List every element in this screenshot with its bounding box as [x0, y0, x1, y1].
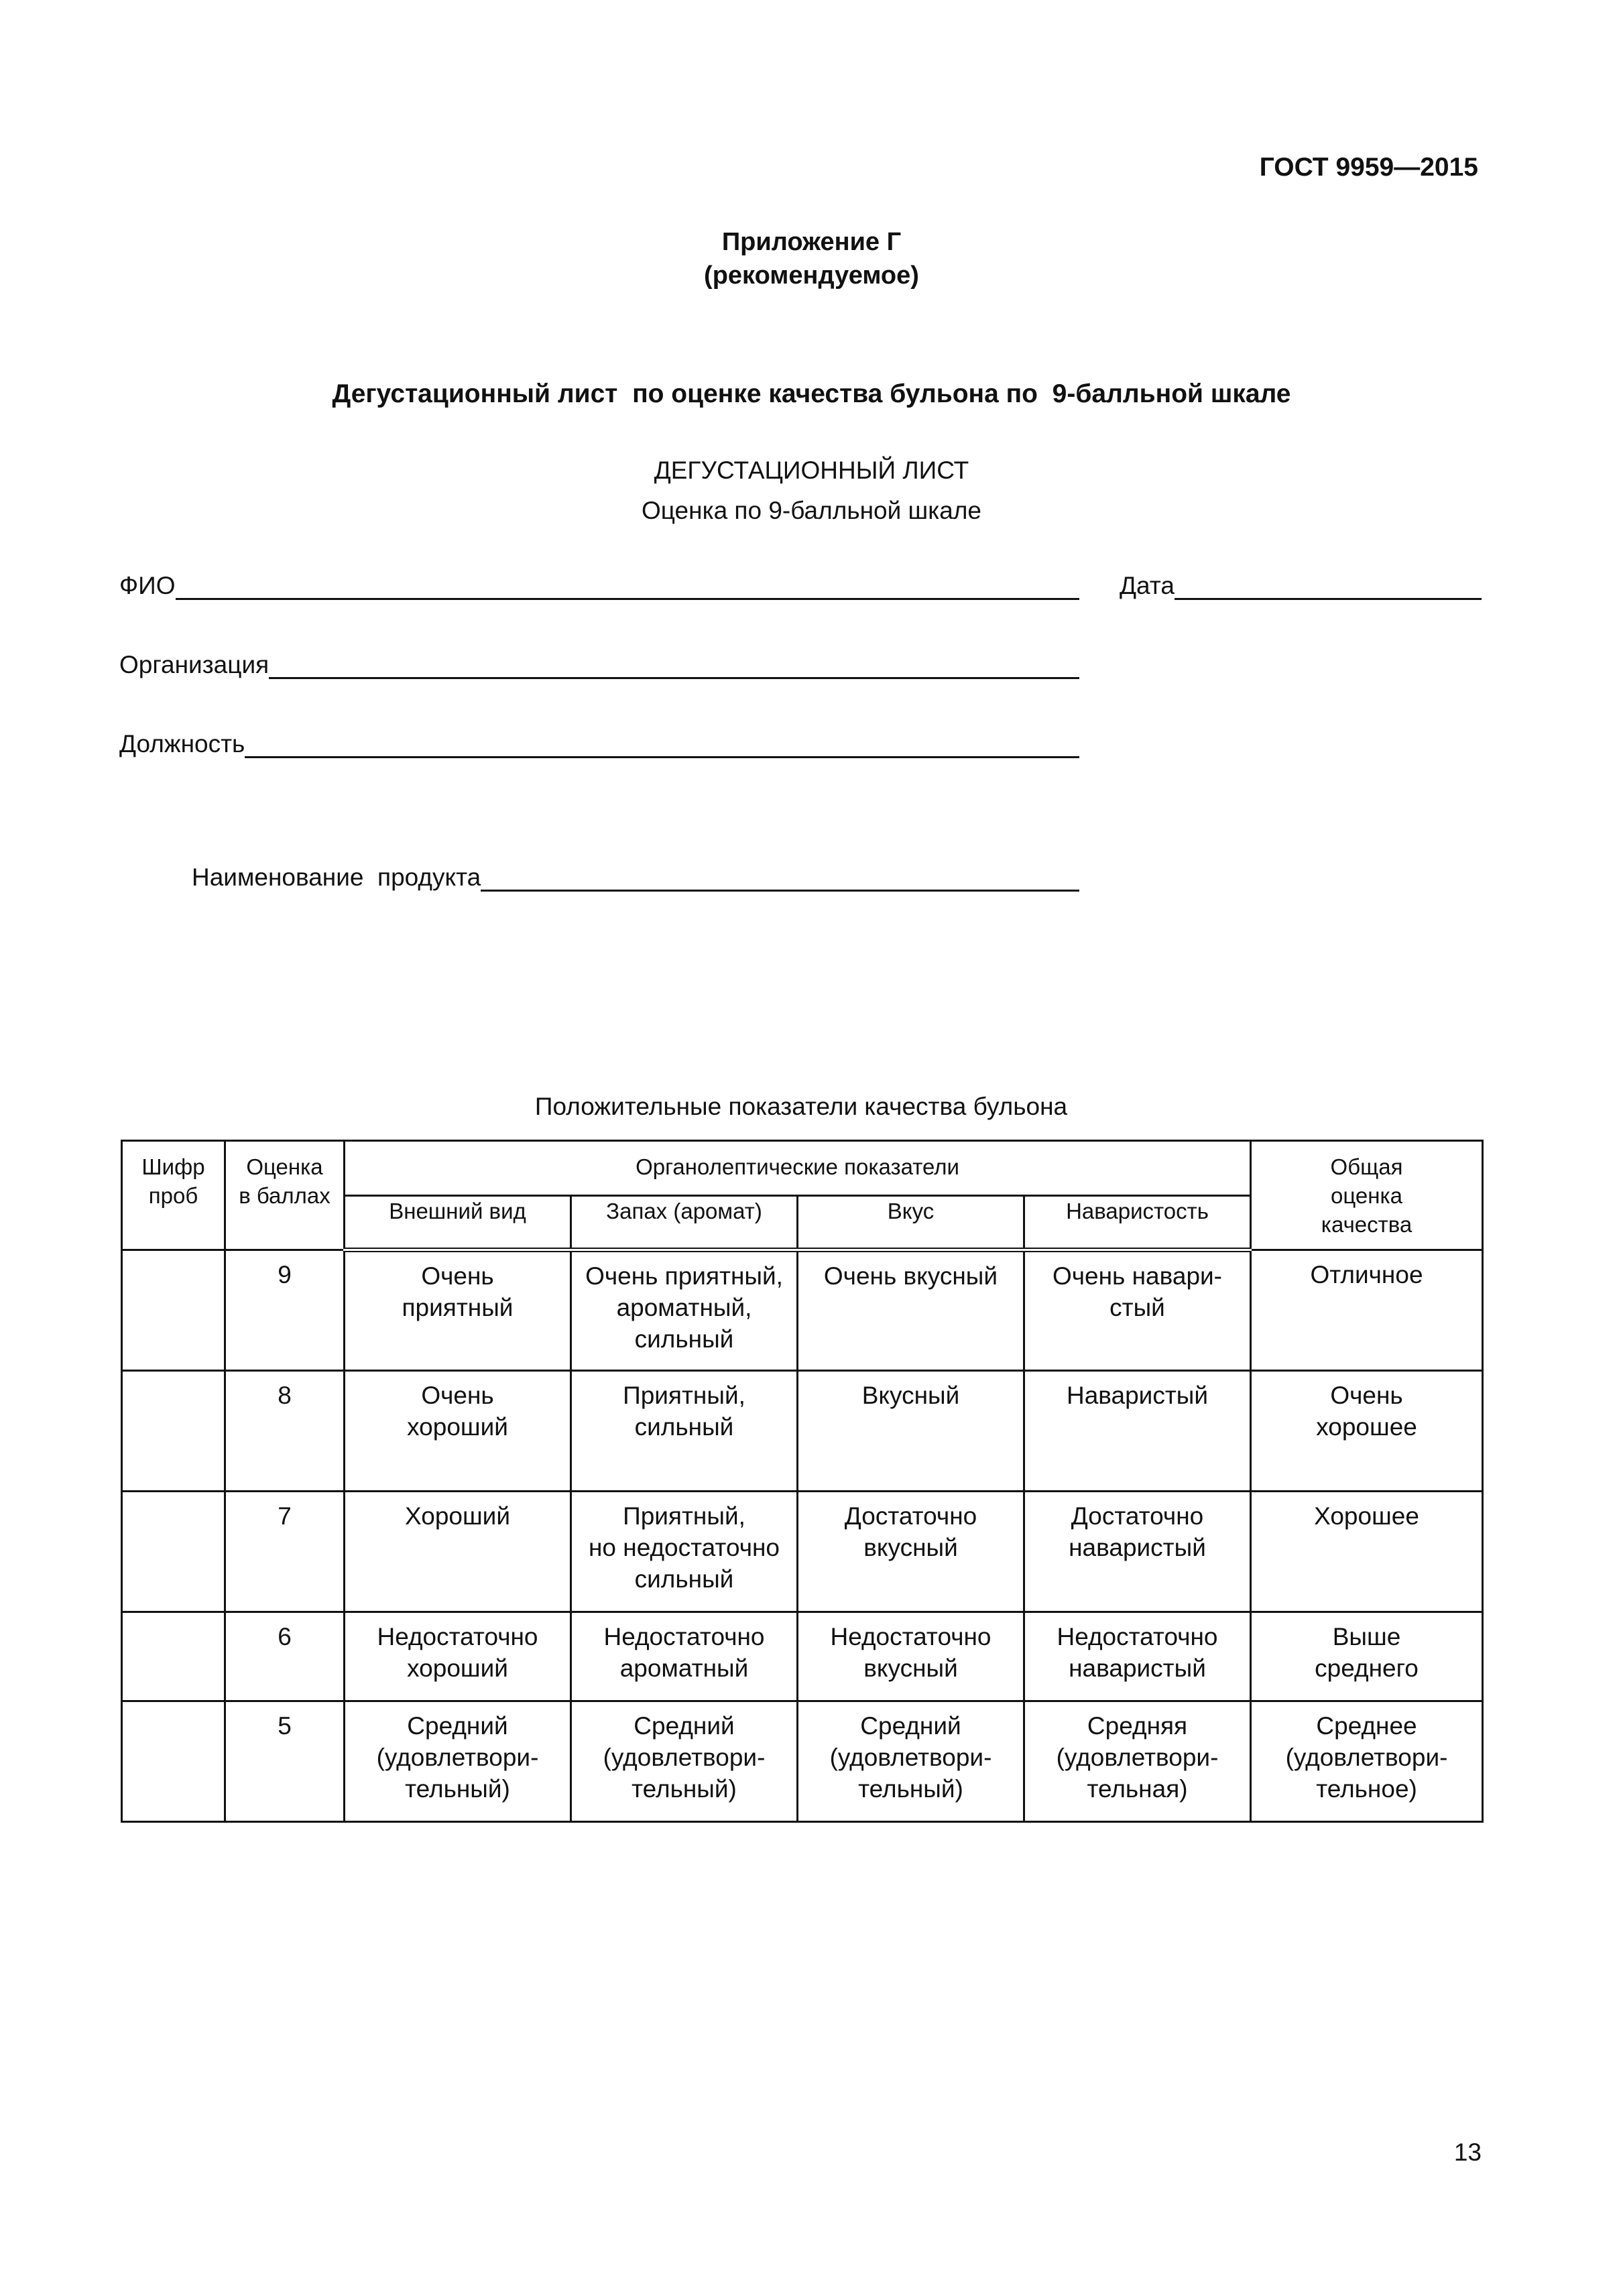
fio-line[interactable] — [176, 570, 1079, 600]
product-field[interactable] — [192, 861, 1079, 892]
taste-cell: Недостаточно вкусный — [798, 1612, 1024, 1701]
code-cell[interactable] — [122, 1701, 225, 1822]
date-line[interactable] — [1175, 570, 1482, 600]
smell-cell: Приятный, но недостаточно сильный — [571, 1492, 798, 1612]
overall-cell: Среднее (удовлетвори- тельное) — [1251, 1701, 1483, 1822]
fio-field[interactable] — [119, 570, 1079, 600]
taste-cell: Вкусный — [798, 1371, 1024, 1492]
code-cell[interactable] — [122, 1250, 225, 1371]
appearance-cell: Недостаточно хороший — [345, 1612, 571, 1701]
header-score: Оценка в баллах — [225, 1141, 345, 1250]
taste-cell: Достаточно вкусный — [798, 1492, 1024, 1612]
smell-cell: Приятный, сильный — [571, 1371, 798, 1492]
appendix-title: Приложение Г — [721, 228, 902, 256]
position-field[interactable] — [119, 728, 1079, 758]
smell-cell: Недостаточно ароматный — [571, 1612, 798, 1701]
overall-cell: Отличное — [1251, 1250, 1483, 1371]
organization-label: Организация — [119, 651, 269, 678]
date-label: Дата — [1120, 572, 1175, 599]
table-row — [122, 1701, 1483, 1822]
header-appearance: Внешний вид — [345, 1196, 571, 1250]
code-cell[interactable] — [122, 1371, 225, 1492]
table-caption: Положительные показатели качества бульона — [534, 1093, 1068, 1120]
appearance-cell: Очень хороший — [345, 1371, 571, 1492]
header-organoleptic: Органолептические показатели — [345, 1141, 1251, 1196]
score-cell: 5 — [225, 1701, 345, 1822]
standard-number: ГОСТ 9959—2015 — [1259, 153, 1478, 182]
organization-line[interactable] — [269, 649, 1079, 679]
appendix-heading — [0, 225, 1623, 292]
code-cell[interactable] — [122, 1612, 225, 1701]
overall-cell: Хорошее — [1251, 1492, 1483, 1612]
score-cell: 6 — [225, 1612, 345, 1701]
sheet-heading: ДЕГУСТАЦИОННЫЙ ЛИСТ — [654, 457, 969, 484]
richness-cell: Наваристый — [1024, 1371, 1251, 1492]
richness-cell: Недостаточно наваристый — [1024, 1612, 1251, 1701]
taste-cell: Очень вкусный — [798, 1250, 1024, 1371]
richness-cell: Очень навари- стый — [1024, 1250, 1251, 1371]
quality-table — [121, 1140, 1484, 1823]
header-overall: Общая оценка качества — [1251, 1141, 1483, 1250]
table-row — [122, 1371, 1483, 1492]
score-cell: 9 — [225, 1250, 345, 1371]
smell-cell: Средний (удовлетвори- тельный) — [571, 1701, 798, 1822]
richness-cell: Достаточно наваристый — [1024, 1492, 1251, 1612]
appendix-note: (рекомендуемое) — [704, 261, 919, 290]
taste-cell: Средний (удовлетвори- тельный) — [798, 1701, 1024, 1822]
product-line[interactable] — [481, 861, 1079, 892]
score-cell: 8 — [225, 1371, 345, 1492]
table-row — [122, 1612, 1483, 1701]
score-cell: 7 — [225, 1492, 345, 1612]
page-number: 13 — [1453, 2138, 1482, 2166]
sheet-subheading: Оценка по 9-балльной шкале — [642, 497, 981, 524]
header-taste: Вкус — [798, 1196, 1024, 1250]
overall-cell: Очень хорошее — [1251, 1371, 1483, 1492]
date-field[interactable] — [1120, 570, 1482, 600]
appearance-cell: Очень приятный — [345, 1250, 571, 1371]
sheet-heading-block — [0, 450, 1623, 531]
table-row — [122, 1250, 1483, 1371]
product-label: Наименование продукта — [192, 863, 481, 891]
fio-label: ФИО — [119, 572, 176, 599]
organization-field[interactable] — [119, 649, 1079, 679]
header-smell: Запах (аромат) — [571, 1196, 798, 1250]
appearance-cell: Хороший — [345, 1492, 571, 1612]
overall-cell: Выше среднего — [1251, 1612, 1483, 1701]
header-code: Шифр проб — [122, 1141, 225, 1250]
richness-cell: Средняя (удовлетвори- тельная) — [1024, 1701, 1251, 1822]
header-richness: Наваристость — [1024, 1196, 1251, 1250]
position-line[interactable] — [245, 728, 1079, 758]
smell-cell: Очень приятный, ароматный, сильный — [571, 1250, 798, 1371]
code-cell[interactable] — [122, 1492, 225, 1612]
position-label: Должность — [119, 730, 245, 758]
appearance-cell: Средний (удовлетвори- тельный) — [345, 1701, 571, 1822]
table-row — [122, 1492, 1483, 1612]
document-title: Дегустационный лист по оценке качества бульона по 9-балльной шкале — [332, 379, 1291, 408]
